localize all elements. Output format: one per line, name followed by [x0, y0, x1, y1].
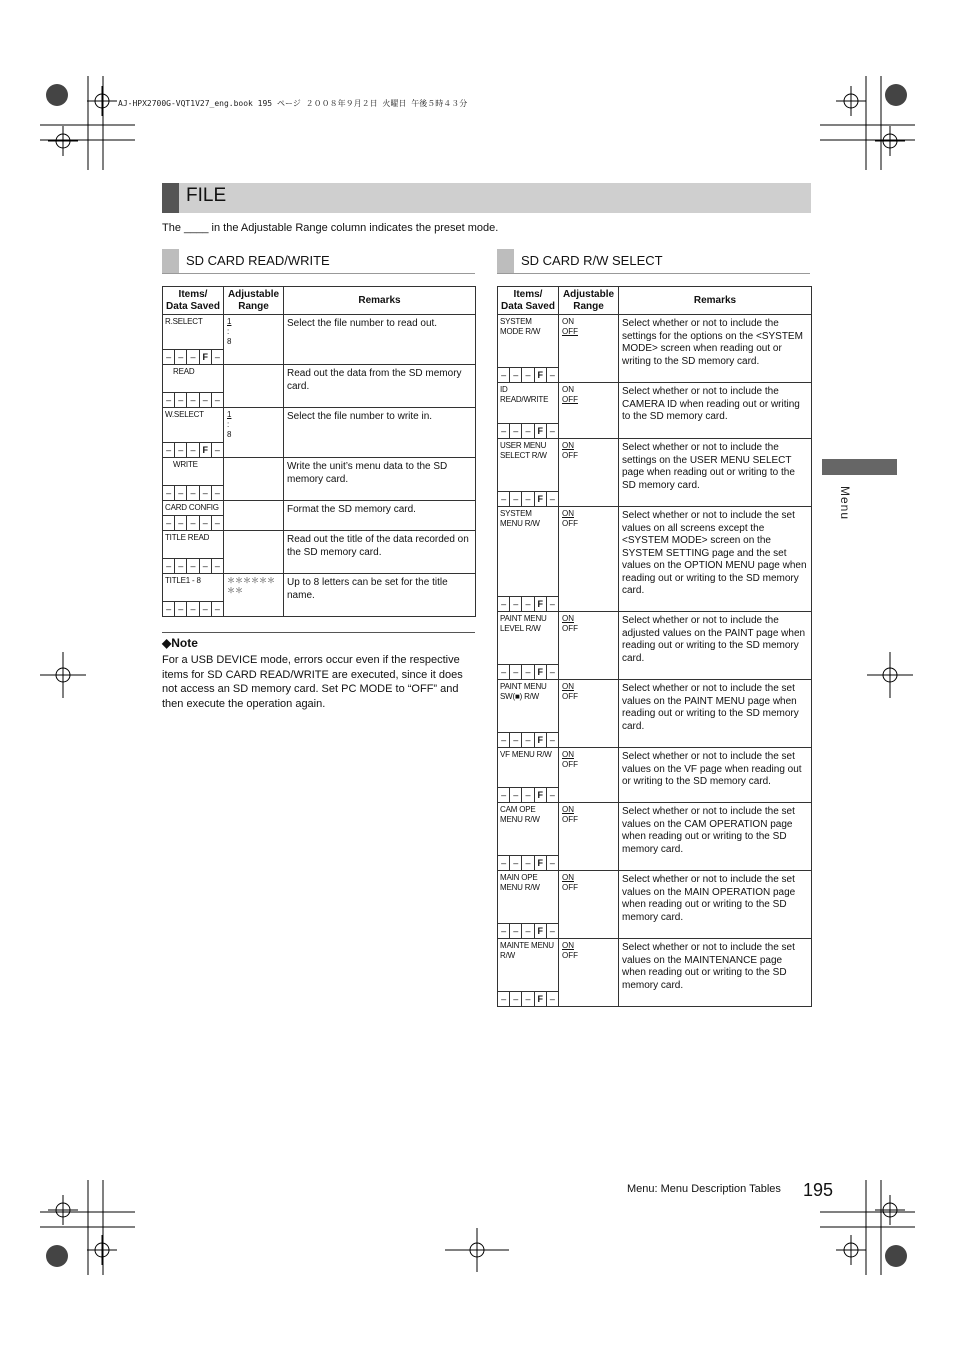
- flag-cell: –: [214, 561, 220, 571]
- range-on: ON: [562, 441, 574, 450]
- title-stripe: [162, 183, 179, 213]
- remark-text: Select whether or not to include the set values on the MAINTENANCE page when reading out or writing to the SD memory card.: [622, 942, 795, 991]
- section-stripe: [162, 249, 179, 273]
- flag-cell: –: [187, 443, 199, 457]
- item-cell: [498, 803, 559, 871]
- side-tab: [822, 459, 897, 475]
- remark-text: Select the file number to write in.: [287, 411, 433, 422]
- table-row: [498, 315, 812, 383]
- range-on: ON: [562, 509, 574, 518]
- range-cell: [559, 439, 619, 507]
- range-value: 8: [227, 337, 232, 346]
- item-cell: [163, 408, 224, 458]
- table-row: [163, 365, 476, 408]
- sd-card-rw-select-table: [497, 286, 812, 1007]
- remark-text: Select whether or not to include the set values on the VF page when reading out or writing to the SD memory card.: [622, 751, 802, 787]
- flag-cell: –: [510, 733, 522, 747]
- flag-cell: –: [163, 350, 175, 364]
- range-value: 1: [227, 410, 232, 419]
- flag-cell: –: [214, 395, 220, 405]
- preset-flags: [498, 491, 558, 506]
- flag-cell: –: [214, 352, 220, 362]
- flag-cell: –: [549, 426, 555, 436]
- adjustable-range: [559, 748, 618, 772]
- range-value: 8: [227, 430, 232, 439]
- item-name: TITLE1 - 8: [165, 576, 201, 585]
- item-cell: [163, 365, 224, 408]
- left-section-header: [162, 249, 475, 274]
- note-title: ◆Note: [162, 636, 198, 650]
- range-off: OFF: [562, 624, 578, 633]
- table-row: [163, 501, 476, 531]
- item-cell: [498, 315, 559, 383]
- table-row: [498, 748, 812, 803]
- col-items: Items/ Data Saved: [498, 287, 559, 315]
- flag-cell: F: [535, 597, 547, 611]
- flag-cell: –: [187, 486, 199, 500]
- remark-text: Read out the title of the data recorded on the SD memory card.: [287, 534, 469, 558]
- flag-cell: F: [535, 368, 547, 382]
- preset-flags: [498, 991, 558, 1006]
- range-cell: [559, 680, 619, 748]
- page-title: FILE: [186, 185, 227, 206]
- flag-cell: –: [549, 926, 555, 936]
- range-cell: [559, 315, 619, 383]
- range-value: ＊＊: [227, 586, 243, 595]
- flag-cell: –: [200, 393, 212, 407]
- range-on: ON: [562, 805, 574, 814]
- remark-text: Read out the data from the SD memory card.: [287, 368, 462, 392]
- page-title-bar: [162, 183, 811, 213]
- range-value: 1: [227, 317, 232, 326]
- preset-flags: [498, 596, 558, 611]
- flag-cell: –: [214, 518, 220, 528]
- left-section-title: SD CARD READ/WRITE: [186, 253, 330, 268]
- footer-text: Menu: Menu Description Tables: [627, 1183, 781, 1195]
- flag-cell: –: [510, 992, 522, 1006]
- flag-cell: –: [187, 393, 199, 407]
- preset-flags: [163, 601, 223, 616]
- flag-cell: –: [187, 602, 199, 616]
- item-cell: [163, 315, 224, 365]
- flag-cell: –: [200, 559, 212, 573]
- item-cell: [498, 507, 559, 612]
- item-cell: [498, 383, 559, 439]
- flag-cell: F: [535, 733, 547, 747]
- flag-cell: –: [549, 790, 555, 800]
- item-cell: [498, 939, 559, 1007]
- flag-cell: –: [200, 602, 212, 616]
- flag-cell: –: [163, 602, 175, 616]
- remarks-cell: [284, 458, 476, 501]
- sd-card-read-write-table: [162, 286, 476, 617]
- adjustable-range: [559, 507, 618, 531]
- col-remarks: Remarks: [284, 287, 476, 315]
- side-label: Menu: [838, 486, 852, 521]
- range-cell: [224, 408, 284, 458]
- table-row: [498, 507, 812, 612]
- remark-text: Write the unit’s menu data to the SD memory card.: [287, 461, 448, 485]
- flag-cell: –: [522, 368, 534, 382]
- preset-flags: [163, 442, 223, 457]
- item-name: SYSTEM MODE R/W: [500, 317, 541, 336]
- item-name: READ: [173, 367, 195, 376]
- flag-cell: –: [200, 516, 212, 530]
- flag-cell: –: [187, 350, 199, 364]
- item-name: MAINTE MENU R/W: [500, 941, 554, 960]
- flag-cell: –: [522, 492, 534, 506]
- adjustable-range: [559, 439, 618, 463]
- flag-cell: F: [535, 492, 547, 506]
- flag-cell: –: [214, 445, 220, 455]
- table-row: [498, 439, 812, 507]
- table-row: [163, 408, 476, 458]
- adjustable-range: [559, 939, 618, 963]
- flag-cell: –: [175, 393, 187, 407]
- remark-text: Select whether or not to include the settings for the options on the <SYSTEM MODE> screen when reading out or writing to the SD memory card.: [622, 318, 803, 367]
- preset-flags: [498, 855, 558, 870]
- item-cell: [163, 501, 224, 531]
- adjustable-range: [559, 612, 618, 636]
- flag-cell: –: [498, 856, 510, 870]
- flag-cell: –: [163, 559, 175, 573]
- adjustable-range: [559, 383, 618, 407]
- item-cell: [163, 531, 224, 574]
- flag-cell: –: [522, 597, 534, 611]
- flag-cell: –: [510, 368, 522, 382]
- adjustable-range: [559, 315, 618, 339]
- flag-cell: –: [175, 602, 187, 616]
- preset-flags: [498, 787, 558, 802]
- remark-text: Select whether or not to include the set values on the PAINT MENU page when reading out or writing to the SD memory card.: [622, 683, 799, 732]
- flag-cell: –: [522, 665, 534, 679]
- table-row: [163, 531, 476, 574]
- range-on: ON: [562, 941, 574, 950]
- table-row: [498, 680, 812, 748]
- adjustable-range: [224, 315, 283, 349]
- adjustable-range: [224, 365, 283, 369]
- remarks-cell: [284, 315, 476, 365]
- preset-flags: [498, 732, 558, 747]
- flag-cell: –: [163, 486, 175, 500]
- remarks-cell: [619, 748, 812, 803]
- flag-cell: F: [535, 665, 547, 679]
- table-row: [498, 871, 812, 939]
- item-name: PAINT MENU SW(■) R/W: [500, 682, 547, 701]
- flag-cell: –: [163, 443, 175, 457]
- range-cell: [559, 383, 619, 439]
- item-name: CAM OPE MENU R/W: [500, 805, 540, 824]
- item-cell: [163, 458, 224, 501]
- range-off: OFF: [562, 395, 578, 404]
- flag-cell: F: [535, 424, 547, 438]
- table-row: [498, 939, 812, 1007]
- range-cell: [559, 612, 619, 680]
- preset-flags: [498, 664, 558, 679]
- flag-cell: –: [200, 486, 212, 500]
- preset-flags: [163, 392, 223, 407]
- adjustable-range: [224, 501, 283, 505]
- flag-cell: –: [175, 516, 187, 530]
- flag-cell: –: [522, 924, 534, 938]
- range-cell: [559, 871, 619, 939]
- remark-text: Up to 8 letters can be set for the title name.: [287, 577, 448, 601]
- range-off: OFF: [562, 451, 578, 460]
- range-cell: [559, 939, 619, 1007]
- range-off: OFF: [562, 951, 578, 960]
- table-row: [163, 574, 476, 617]
- flag-cell: –: [510, 492, 522, 506]
- item-name: TITLE READ: [165, 533, 210, 542]
- flag-cell: F: [535, 924, 547, 938]
- item-cell: [498, 680, 559, 748]
- remarks-cell: [284, 501, 476, 531]
- flag-cell: –: [498, 733, 510, 747]
- flag-cell: –: [498, 992, 510, 1006]
- remark-text: Select whether or not to include the CAMERA ID when reading out or writing to the SD memory card.: [622, 386, 800, 422]
- remarks-cell: [619, 383, 812, 439]
- remark-text: Select whether or not to include the set values on all screens except the <SYSTEM MODE> screen on the SYSTEM SETTING page and the set values on the OPTION MENU page when reading out or writing to the SD memory card.: [622, 510, 807, 596]
- item-name: WRITE: [173, 460, 198, 469]
- print-header: AJ-HPX2700G-VQT1V27_eng.book 195 ページ ２００８年９月２日 火曜日 午後５時４３分: [118, 99, 468, 108]
- adjustable-range: [224, 574, 283, 598]
- preset-flags: [163, 515, 223, 530]
- flag-cell: –: [549, 370, 555, 380]
- remarks-cell: [619, 803, 812, 871]
- adjustable-range: [224, 458, 283, 462]
- item-cell: [498, 439, 559, 507]
- adjustable-range: [559, 680, 618, 704]
- remark-text: Select whether or not to include the set values on the CAM OPERATION page when reading out or writing to the SD memory card.: [622, 806, 795, 855]
- flag-cell: –: [549, 994, 555, 1004]
- flag-cell: –: [522, 788, 534, 802]
- flag-cell: –: [510, 597, 522, 611]
- table-row: [163, 315, 476, 365]
- flag-cell: –: [510, 856, 522, 870]
- flag-cell: –: [214, 604, 220, 614]
- range-off: OFF: [562, 519, 578, 528]
- right-section-title: SD CARD R/W SELECT: [521, 253, 663, 268]
- flag-cell: –: [549, 599, 555, 609]
- flag-cell: –: [498, 665, 510, 679]
- col-items: Items/ Data Saved: [163, 287, 224, 315]
- item-cell: [163, 574, 224, 617]
- adjustable-range: [224, 531, 283, 535]
- flag-cell: –: [187, 559, 199, 573]
- right-section-header: [497, 249, 810, 274]
- note-divider: [162, 632, 475, 633]
- remark-text: Select whether or not to include the set values on the MAIN OPERATION page when reading out or writing to the SD memory card.: [622, 874, 796, 923]
- range-cell: [224, 501, 284, 531]
- range-on: ON: [562, 873, 574, 882]
- range-off: OFF: [562, 760, 578, 769]
- range-cell: [224, 531, 284, 574]
- flag-cell: –: [175, 443, 187, 457]
- range-cell: [224, 365, 284, 408]
- flag-cell: –: [163, 393, 175, 407]
- item-name: PAINT MENU LEVEL R/W: [500, 614, 547, 633]
- flag-cell: –: [163, 516, 175, 530]
- range-on: ON: [562, 385, 574, 394]
- flag-cell: –: [175, 559, 187, 573]
- remarks-cell: [619, 612, 812, 680]
- flag-cell: –: [549, 494, 555, 504]
- intro-text: The ____ in the Adjustable Range column indicates the preset mode.: [162, 222, 499, 234]
- item-cell: [498, 871, 559, 939]
- flag-cell: –: [549, 735, 555, 745]
- item-name: USER MENU SELECT R/W: [500, 441, 547, 460]
- remarks-cell: [619, 939, 812, 1007]
- flag-cell: –: [522, 992, 534, 1006]
- preset-flags: [163, 558, 223, 573]
- range-cell: [224, 574, 284, 617]
- table-row: [498, 612, 812, 680]
- remarks-cell: [619, 439, 812, 507]
- flag-cell: –: [498, 788, 510, 802]
- range-off: OFF: [562, 883, 578, 892]
- range-cell: [559, 507, 619, 612]
- remarks-cell: [619, 507, 812, 612]
- range-cell: [224, 315, 284, 365]
- preset-flags: [498, 923, 558, 938]
- flag-cell: –: [522, 733, 534, 747]
- remarks-cell: [284, 408, 476, 458]
- remarks-cell: [284, 574, 476, 617]
- flag-cell: –: [187, 516, 199, 530]
- flag-cell: –: [522, 424, 534, 438]
- range-on: ON: [562, 750, 574, 759]
- range-off: OFF: [562, 692, 578, 701]
- flag-cell: –: [498, 424, 510, 438]
- item-name: R.SELECT: [165, 317, 203, 326]
- item-cell: [498, 612, 559, 680]
- item-name: ID READ/WRITE: [500, 385, 549, 404]
- remarks-cell: [619, 680, 812, 748]
- adjustable-range: [559, 803, 618, 827]
- adjustable-range: [559, 871, 618, 895]
- range-on: ON: [562, 317, 574, 326]
- range-value: ＊＊＊＊＊＊: [227, 576, 275, 585]
- col-range: Adjustable Range: [224, 287, 284, 315]
- flag-cell: –: [175, 486, 187, 500]
- flag-cell: F: [535, 856, 547, 870]
- range-off: OFF: [562, 815, 578, 824]
- preset-flags: [163, 485, 223, 500]
- flag-cell: –: [549, 667, 555, 677]
- col-range: Adjustable Range: [559, 287, 619, 315]
- flag-cell: –: [498, 492, 510, 506]
- item-name: CARD CONFIG: [165, 503, 219, 512]
- remark-text: Select whether or not to include the adjusted values on the PAINT page when reading out or writing to the SD memory card.: [622, 615, 806, 664]
- remark-text: Select whether or not to include the settings on the USER MENU SELECT page when reading out or writing to the SD memory card.: [622, 442, 795, 491]
- adjustable-range: [224, 408, 283, 442]
- range-cell: [559, 803, 619, 871]
- item-name: VF MENU R/W: [500, 750, 552, 759]
- range-on: ON: [562, 614, 574, 623]
- section-stripe: [497, 249, 514, 273]
- page-number: 195: [803, 1180, 834, 1200]
- preset-flags: [163, 349, 223, 364]
- flag-cell: –: [510, 665, 522, 679]
- range-on: ON: [562, 682, 574, 691]
- remarks-cell: [284, 531, 476, 574]
- remark-text: Select the file number to read out.: [287, 318, 438, 329]
- flag-cell: –: [522, 856, 534, 870]
- remarks-cell: [619, 871, 812, 939]
- col-remarks: Remarks: [619, 287, 812, 315]
- table-row: [498, 383, 812, 439]
- range-value: :: [227, 327, 230, 336]
- flag-cell: F: [200, 443, 212, 457]
- flag-cell: F: [535, 788, 547, 802]
- preset-flags: [498, 367, 558, 382]
- range-cell: [559, 748, 619, 803]
- remark-text: Format the SD memory card.: [287, 504, 416, 515]
- range-value: :: [227, 420, 230, 429]
- flag-cell: F: [535, 992, 547, 1006]
- flag-cell: –: [498, 597, 510, 611]
- flag-cell: –: [498, 368, 510, 382]
- item-name: SYSTEM MENU R/W: [500, 509, 540, 528]
- note-body: For a USB DEVICE mode, errors occur even if the respective items for SD CARD READ/WRITE are executed, since it does not access an SD memory card. Set PC MODE to “OFF” and then execute the operation again.: [162, 654, 463, 710]
- item-name: W.SELECT: [165, 410, 204, 419]
- range-cell: [224, 458, 284, 501]
- flag-cell: –: [510, 424, 522, 438]
- flag-cell: –: [175, 350, 187, 364]
- preset-flags: [498, 423, 558, 438]
- flag-cell: –: [510, 788, 522, 802]
- flag-cell: F: [200, 350, 212, 364]
- range-off: OFF: [562, 327, 578, 336]
- table-row: [163, 458, 476, 501]
- table-row: [498, 803, 812, 871]
- remarks-cell: [284, 365, 476, 408]
- flag-cell: –: [498, 924, 510, 938]
- remarks-cell: [619, 315, 812, 383]
- flag-cell: –: [549, 858, 555, 868]
- flag-cell: –: [510, 924, 522, 938]
- item-name: MAIN OPE MENU R/W: [500, 873, 540, 892]
- flag-cell: –: [214, 488, 220, 498]
- item-cell: [498, 748, 559, 803]
